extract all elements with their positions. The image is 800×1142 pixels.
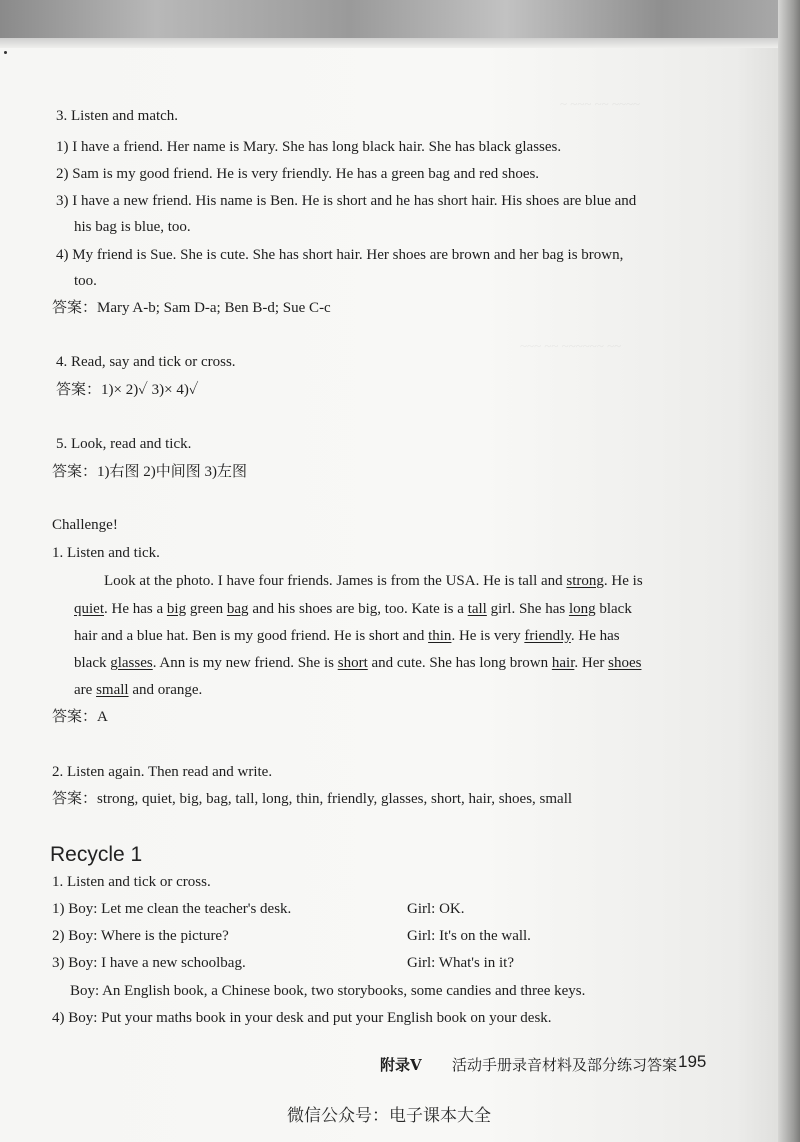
passage-text: black	[74, 655, 111, 671]
dialogue-girl-line: Girl: It's on the wall.	[407, 928, 531, 944]
section-3-answer: 答案：Mary A-b; Sam D-a; Ben B-d; Sue C-c	[52, 300, 331, 316]
underlined-word: short	[337, 655, 368, 671]
passage-text: . He is	[603, 573, 643, 589]
page-number: 195	[678, 1052, 707, 1071]
challenge-title: Challenge!	[52, 517, 118, 533]
underlined-word: bag	[226, 601, 249, 617]
section-4-title: 4. Read, say and tick or cross.	[56, 354, 236, 370]
section-3-item: his bag is blue, too.	[74, 219, 191, 235]
section-3-item: 3) I have a new friend. His name is Ben. He is short and he has short hair. His shoes are blue and	[56, 193, 637, 209]
passage-line	[74, 599, 632, 619]
passage-text: and cute. She has long brown	[367, 655, 552, 671]
watermark-text: 微信公众号：电子课本大全	[287, 1106, 491, 1126]
underlined-word: long	[568, 601, 596, 617]
passage-text: green	[186, 601, 227, 617]
underlined-word: small	[96, 682, 129, 698]
underlined-word: friendly	[524, 628, 571, 644]
passage-text: hair and a blue hat. Ben is my good friend. He is short and	[74, 628, 429, 644]
passage-text: black	[595, 601, 632, 617]
passage-text: and orange.	[128, 682, 203, 698]
scan-speck	[4, 51, 7, 54]
challenge-q1-title: 1. Listen and tick.	[52, 545, 160, 561]
recycle-q1-title: 1. Listen and tick or cross.	[52, 874, 211, 890]
underlined-word: quiet	[74, 601, 104, 617]
challenge-q1-answer: 答案：A	[52, 709, 108, 725]
footer-appendix: 附录V	[380, 1056, 422, 1074]
section-3-item: too.	[74, 273, 97, 289]
section-5-answer: 答案：1)右图 2)中间图 3)左图	[52, 464, 247, 480]
underlined-word: shoes	[608, 655, 642, 671]
passage-text: . Ann is my new friend. She is	[152, 655, 338, 671]
dialogue-boy-line: 4) Boy: Put your maths book in your desk and put your English book on your desk.	[52, 1010, 552, 1026]
passage-line	[74, 680, 202, 700]
dialogue-boy-continuation: Boy: An English book, a Chinese book, two storybooks, some candies and three keys.	[70, 983, 586, 999]
passage-line	[104, 571, 643, 591]
page-edge-shadow	[778, 0, 800, 1142]
bleed-through-text: ~~~ ~~ ~~~~~~ ~~	[520, 338, 622, 353]
underlined-word: glasses	[110, 655, 153, 671]
passage-text: are	[74, 682, 97, 698]
passage-text: . He has a	[104, 601, 167, 617]
passage-line	[74, 653, 641, 673]
bleed-through-text: ~ ~~~ ~~ ~~~~	[560, 96, 641, 111]
passage-line	[74, 626, 620, 646]
underlined-word: big	[166, 601, 187, 617]
footer-caption: 活动手册录音材料及部分练习答案	[452, 1056, 678, 1074]
underlined-word: hair	[551, 655, 575, 671]
dialogue-boy-line: 2) Boy: Where is the picture?	[52, 928, 229, 944]
dialogue-boy-line: 1) Boy: Let me clean the teacher's desk.	[52, 901, 292, 917]
underlined-word: strong	[566, 573, 604, 589]
underlined-word: tall	[467, 601, 487, 617]
passage-text: and his shoes are big, too. Kate is a	[248, 601, 468, 617]
dialogue-girl-line: Girl: What's in it?	[407, 955, 514, 971]
section-3-item: 1) I have a friend. Her name is Mary. She has long black hair. She has black glasses.	[56, 139, 562, 155]
section-3-title: 3. Listen and match.	[56, 108, 179, 124]
dialogue-boy-line: 3) Boy: I have a new schoolbag.	[52, 955, 246, 971]
challenge-q2-title: 2. Listen again. Then read and write.	[52, 764, 273, 780]
passage-text: girl. She has	[486, 601, 569, 617]
section-3-item: 2) Sam is my good friend. He is very friendly. He has a green bag and red shoes.	[56, 166, 540, 182]
recycle-heading: Recycle 1	[50, 843, 143, 866]
challenge-q2-answer: 答案：strong, quiet, big, bag, tall, long, thin, friendly, glasses, short, hair, shoes, small	[52, 791, 573, 807]
section-5-title: 5. Look, read and tick.	[56, 436, 192, 452]
passage-text: Look at the photo. I have four friends. James is from the USA. He is tall and	[104, 573, 567, 589]
section-4-answer: 答案：1)× 2)✓ 3)× 4)✓	[56, 382, 199, 398]
passage-text: . He is very	[451, 628, 525, 644]
passage-text: . He has	[570, 628, 620, 644]
passage-text: . Her	[574, 655, 609, 671]
dialogue-girl-line: Girl: OK.	[407, 901, 465, 917]
underlined-word: thin	[428, 628, 452, 644]
section-3-item: 4) My friend is Sue. She is cute. She has short hair. Her shoes are brown and her bag is brown,	[56, 247, 624, 263]
top-photo-strip	[0, 0, 778, 48]
